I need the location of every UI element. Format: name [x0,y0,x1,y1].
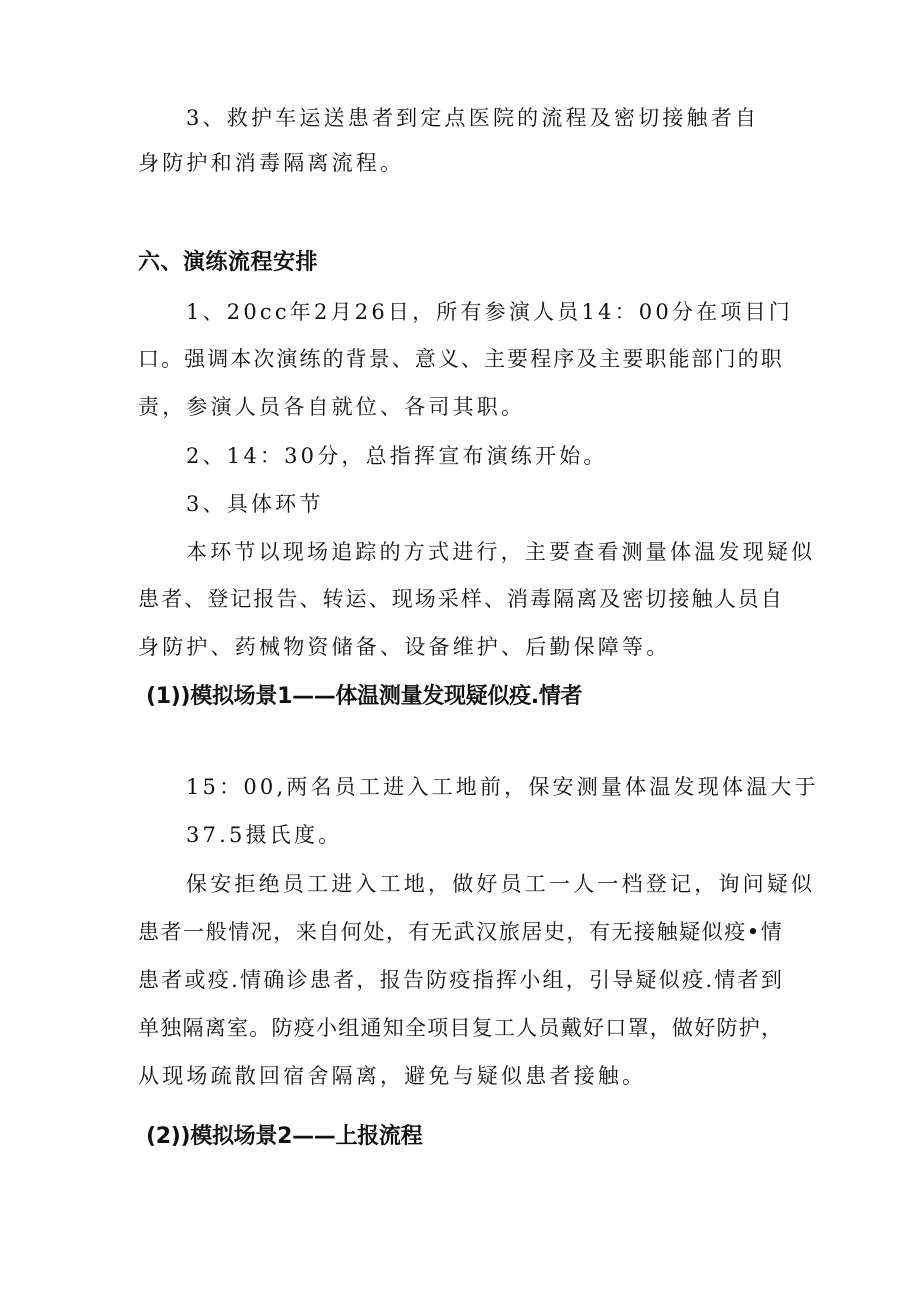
scene-1-title: (1))模拟场景1——体温测量发现疑似疫.情者 [146,684,583,709]
item-1-line-2: 口 。 强 调 本 次 演 练 的 背 景 、 意 义 、 主 要 程 序 及 主 要 职 能 部 门 的 职 [138,347,782,371]
item-3-ambulance-line-1: 3、救护车运送患者到定点医院的流程及密切接触者自 [186,106,760,130]
scene-1-para-2-line-3: 患 者 或 疫 . 情 确 诊 患 者 ， 报 告 防 疫 指 挥 小 组 ， 引 导 疑 似 疫 . 情 者 到 [138,968,782,992]
item-1-line-1: 1、20cc年2月26日，所有参演人员14：00分在项目门 [186,300,793,324]
scene-1-para-2-line-2: 患 者 一 般 情 况 ， 来 自 何 处 ， 有 无 武 汉 旅 居 史 ， 有 无 接 触 疑 似 疫 • 情 [138,920,782,944]
item-3-body-line-2: 患 者 、 登 记 报 告 、 转 运 、 现 场 采 样 、 消 毒 隔 离 及 密 切 接 触 人 员 自 [138,587,782,611]
item-1-line-3: 责，参演人员各自就位、各司其职。 [138,395,526,419]
scene-1-para-2-line-5: 从现场疏散回宿舍隔离，避免与疑似患者接触。 [138,1064,647,1088]
scene-2-title: (2))模拟场景2——上报流程 [146,1124,423,1149]
item-3-body-line-3: 身防护、药械物资储备、设备维护、后勤保障等。 [138,635,671,659]
scene-1-para-1-line-2: 37.5摄氏度。 [186,823,343,847]
scene-1-para-1-line-1: 15：00,两名员工进入工地前，保安测量体温发现体温大于 [186,775,819,799]
item-2: 2、14：30分，总指挥宣布演练开始。 [186,444,608,468]
scene-1-para-2-line-1: 保安拒绝员工进入工地，做好员工一人一档登记，询问疑似 [186,872,816,896]
item-3-ambulance-line-2: 身防护和消毒隔离流程。 [138,151,405,175]
scene-1-para-2-line-4: 单 独 隔 离 室 。 防 疫 小 组 通 知 全 项 目 复 工 人 员 戴 好 口 罩 ， 做 好 防 护 ， [138,1016,782,1040]
item-3-body-line-1: 本环节以现场追踪的方式进行，主要查看测量体温发现疑似 [186,540,816,564]
item-3-title: 3、具体环节 [186,492,324,516]
section-heading-drill-schedule: 六、演练流程安排 [138,250,319,275]
